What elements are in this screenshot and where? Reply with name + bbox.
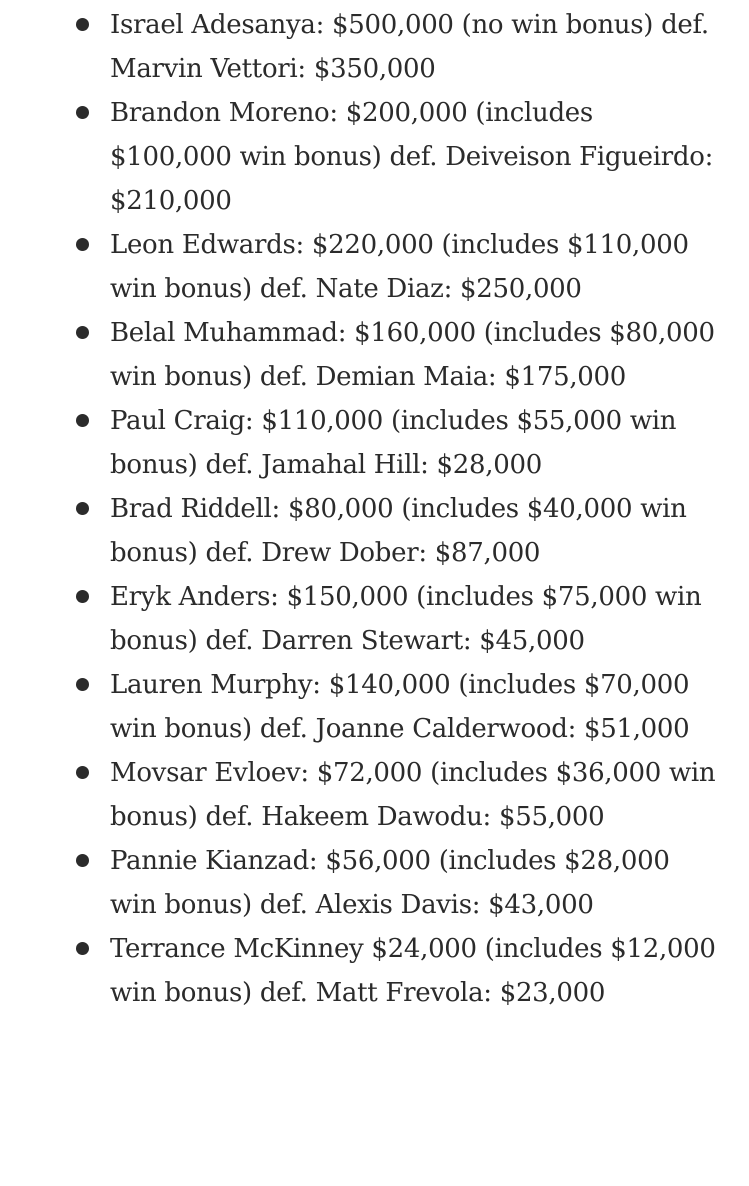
payout-text: Lauren Murphy: $140,000 (includes $70,000 win bonus) def. Joanne Calderwood: $51,000	[110, 670, 690, 744]
bullet-dot-icon	[76, 678, 89, 691]
list-item	[0, 3, 749, 91]
bullet-dot-icon	[76, 414, 89, 427]
list-item	[0, 91, 749, 223]
list-item	[0, 223, 749, 311]
bullet-dot-icon	[76, 238, 89, 251]
list-item	[0, 927, 749, 1015]
payout-text: Terrance McKinney $24,000 (includes $12,000 win bonus) def. Matt Frevola: $23,000	[110, 934, 716, 1008]
list-item	[0, 399, 749, 487]
list-item	[0, 575, 749, 663]
payout-text: Belal Muhammad: $160,000 (includes $80,000 win bonus) def. Demian Maia: $175,000	[110, 318, 715, 392]
bullet-dot-icon	[76, 502, 89, 515]
bullet-dot-icon	[76, 106, 89, 119]
payout-text: Eryk Anders: $150,000 (includes $75,000 win bonus) def. Darren Stewart: $45,000	[110, 582, 702, 656]
bullet-dot-icon	[76, 326, 89, 339]
bullet-dot-icon	[76, 854, 89, 867]
payout-text: Movsar Evloev: $72,000 (includes $36,000 win bonus) def. Hakeem Dawodu: $55,000	[110, 758, 716, 832]
list-item	[0, 751, 749, 839]
bullet-dot-icon	[76, 18, 89, 31]
payout-text: Paul Craig: $110,000 (includes $55,000 win bonus) def. Jamahal Hill: $28,000	[110, 406, 677, 480]
payout-list	[0, 3, 749, 1015]
list-item	[0, 663, 749, 751]
list-item	[0, 311, 749, 399]
payout-text: Leon Edwards: $220,000 (includes $110,000 win bonus) def. Nate Diaz: $250,000	[110, 230, 689, 304]
bullet-dot-icon	[76, 590, 89, 603]
list-item	[0, 839, 749, 927]
list-item	[0, 487, 749, 575]
payout-text: Israel Adesanya: $500,000 (no win bonus) def. Marvin Vettori: $350,000	[110, 10, 709, 84]
bullet-dot-icon	[76, 942, 89, 955]
payout-text: Pannie Kianzad: $56,000 (includes $28,000 win bonus) def. Alexis Davis: $43,000	[110, 846, 670, 920]
payout-text: Brad Riddell: $80,000 (includes $40,000 win bonus) def. Drew Dober: $87,000	[110, 494, 687, 568]
bullet-dot-icon	[76, 766, 89, 779]
payout-text: Brandon Moreno: $200,000 (includes $100,000 win bonus) def. Deiveison Figueirdo: $210,000	[110, 98, 714, 216]
